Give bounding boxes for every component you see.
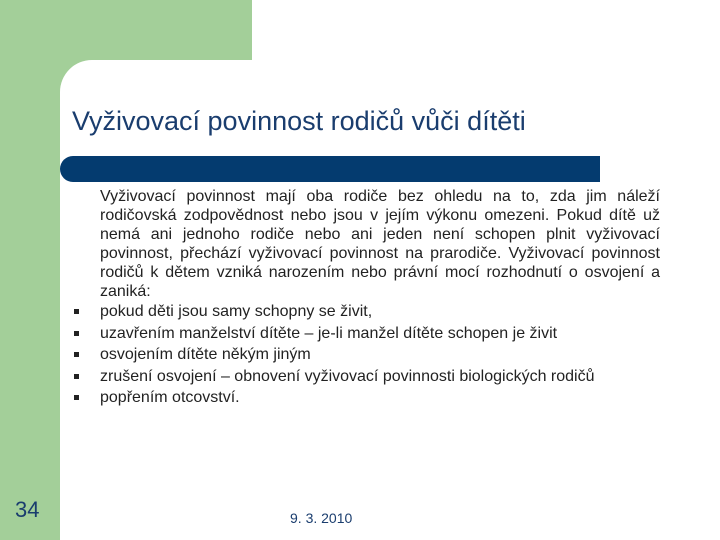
title-underline-bar <box>60 156 600 182</box>
list-item <box>100 366 660 388</box>
list-item <box>100 344 660 366</box>
slide-date: 9. 3. 2010 <box>290 510 353 526</box>
square-bullet-icon <box>74 395 79 400</box>
list-item-text: uzavřením manželství dítěte – je-li manžel dítěte schopen je živit <box>100 324 558 342</box>
square-bullet-icon <box>74 309 79 314</box>
slide-content <box>100 187 660 409</box>
square-bullet-icon <box>74 331 79 336</box>
list-item-text: zrušení osvojení – obnovení vyživovací povinnosti biologických rodičů <box>100 367 595 385</box>
list-item <box>100 301 660 323</box>
list-item-text: osvojením dítěte někým jiným <box>100 346 311 363</box>
list-item-text: pokud děti jsou samy schopny se živit, <box>100 303 373 320</box>
list-item <box>100 387 660 409</box>
bullet-list <box>100 301 660 409</box>
list-item <box>100 323 660 345</box>
slide-title: Vyživovací povinnost rodičů vůči dítěti <box>72 106 526 136</box>
list-item-text: popřením otcovství. <box>100 389 240 406</box>
intro-paragraph: Vyživovací povinnost mají oba rodiče bez ohledu na to, zda jim náleží rodičovská zodpovědnost nebo jsou v jejím výkonu omezeni. Pokud dítě už nemá ani jednoho rodiče nebo ani jeden není schopen plnit vyživovací povinnost, přechází vyživovací povinnost na prarodiče. Vyživovací povinnost rodičů k dětem vzniká narozením nebo právní mocí rozhodnutí o osvojení a zaniká: <box>100 188 660 300</box>
square-bullet-icon <box>74 352 79 357</box>
square-bullet-icon <box>74 374 79 379</box>
slide-number: 34 <box>15 497 40 522</box>
